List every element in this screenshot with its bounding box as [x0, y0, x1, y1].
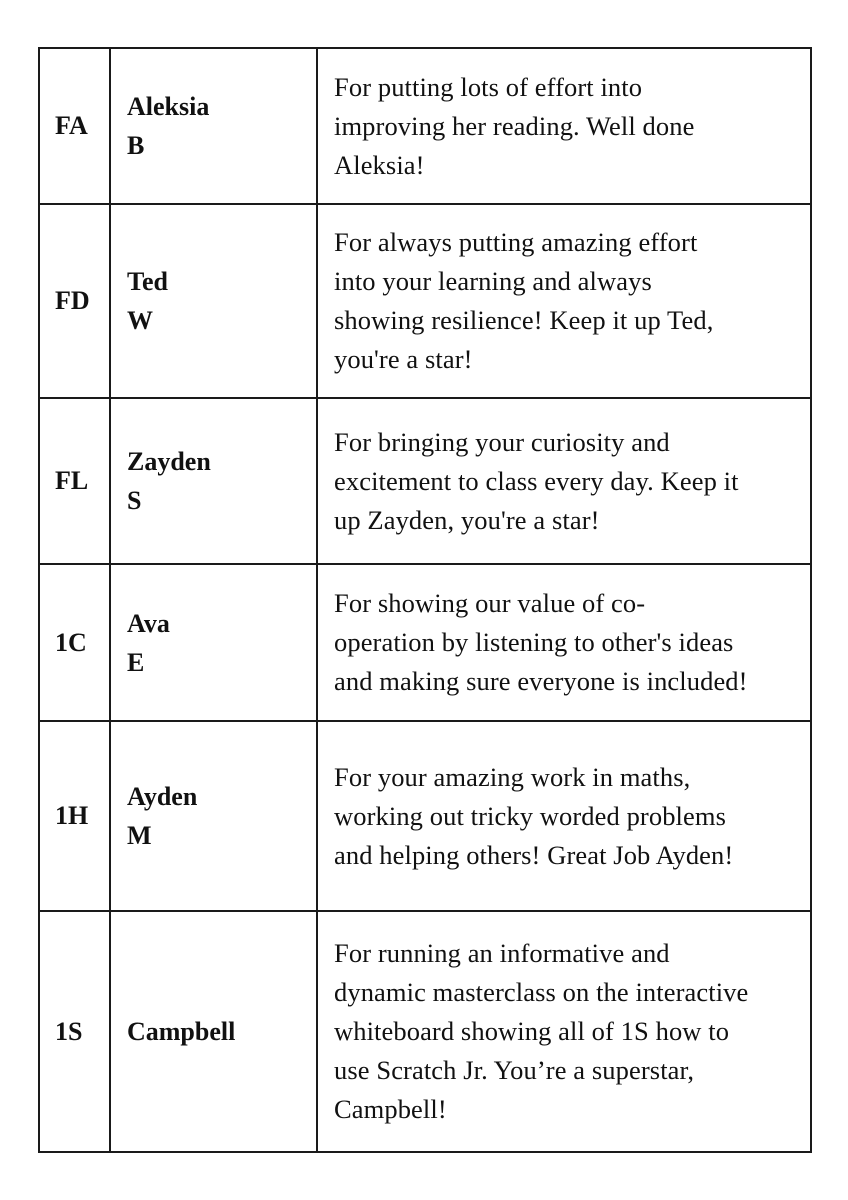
- surname-initial: S: [127, 486, 142, 515]
- first-name: Campbell: [127, 1017, 236, 1046]
- reason-cell: [317, 48, 811, 204]
- name-cell: [110, 911, 317, 1152]
- first-name: Ayden: [127, 782, 198, 811]
- reason-line: For putting lots of effort into: [334, 71, 643, 102]
- reason-cell: [317, 911, 811, 1152]
- table-row: [39, 564, 811, 721]
- name-cell: [110, 48, 317, 204]
- table-row: [39, 204, 811, 398]
- reason-line: operation by listening to other's ideas: [334, 627, 734, 657]
- reason-line: up Zayden, you're a star!: [334, 504, 600, 535]
- first-name: Ted: [127, 267, 168, 296]
- reason-line: dynamic masterclass on the interactive: [334, 977, 749, 1007]
- surname-initial: E: [127, 647, 145, 677]
- reason-line: working out tricky worded problems: [334, 800, 726, 831]
- reason-line: For running an informative and: [334, 938, 670, 968]
- class-cell: 1S: [39, 911, 110, 1152]
- class-cell: FA: [39, 48, 110, 204]
- reason-line: For showing our value of co-: [334, 588, 646, 618]
- table-row: [39, 398, 811, 564]
- class-cell: FL: [39, 398, 110, 564]
- reason-line: showing resilience! Keep it up Ted,: [334, 305, 714, 335]
- surname-initial: M: [127, 821, 152, 850]
- table-row: [39, 911, 811, 1152]
- reason-line: into your learning and always: [334, 266, 652, 296]
- reason-line: Campbell!: [334, 1094, 447, 1124]
- reason-line: excitement to class every day. Keep it: [334, 465, 739, 496]
- class-cell: FD: [39, 204, 110, 398]
- reason-line: whiteboard showing all of 1S how to: [334, 1016, 730, 1046]
- reason-cell: [317, 721, 811, 911]
- reason-line: and making sure everyone is included!: [334, 666, 748, 696]
- table-row: [39, 721, 811, 911]
- first-name: Aleksia: [127, 92, 210, 121]
- reason-line: improving her reading. Well done: [334, 110, 695, 141]
- reason-line: Aleksia!: [334, 149, 425, 180]
- class-cell: 1H: [39, 721, 110, 911]
- surname-initial: W: [127, 306, 153, 335]
- name-cell: [110, 398, 317, 564]
- class-cell: 1C: [39, 564, 110, 721]
- surname-initial: B: [127, 131, 145, 160]
- reason-line: use Scratch Jr. You’re a superstar,: [334, 1055, 695, 1085]
- reason-line: For bringing your curiosity and: [334, 426, 670, 457]
- table-row: [39, 48, 811, 204]
- reason-line: you're a star!: [334, 344, 473, 374]
- reason-cell: [317, 204, 811, 398]
- first-name: Zayden: [127, 447, 211, 476]
- name-cell: [110, 564, 317, 721]
- awards-table: [38, 47, 812, 1153]
- reason-line: For your amazing work in maths,: [334, 761, 691, 792]
- name-cell: [110, 204, 317, 398]
- reason-line: and helping others! Great Job Ayden!: [334, 839, 734, 870]
- first-name: Ava: [127, 608, 170, 638]
- name-cell: [110, 721, 317, 911]
- reason-cell: [317, 564, 811, 721]
- reason-cell: [317, 398, 811, 564]
- reason-line: For always putting amazing effort: [334, 227, 698, 257]
